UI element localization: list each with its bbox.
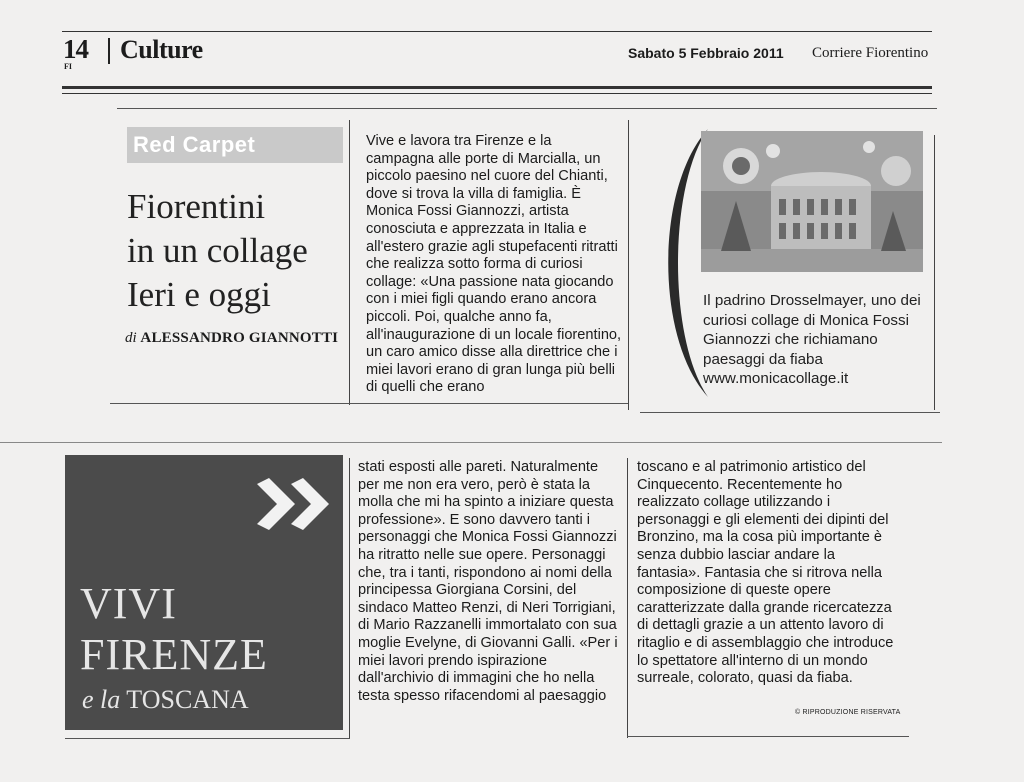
copyright-notice: © RIPRODUZIONE RISERVATA <box>795 709 901 716</box>
column-divider <box>934 135 935 410</box>
byline-author: ALESSANDRO GIANNOTTI <box>140 330 339 346</box>
double-chevron-right-icon <box>255 478 331 538</box>
column-divider <box>627 458 628 738</box>
issue-date: Sabato 5 Febbraio 2011 <box>628 45 784 61</box>
header-top-rule <box>62 31 932 32</box>
headline-line: in un collage <box>127 231 308 270</box>
article-column-3: toscano e al patrimonio artistico del Cinquecento. Recentemente ho realizzato collage utilizzando i personaggi e gli elementi dei dipinti del Bronzino, ma la cosa più importante è senza dubbio lasciar andare la fantasia». Fantasia che si ritrova nella composizione di queste opere caratterizzate dalla grande ricercatezza di dettagli grazie a un attento lavoro di ritaglio e di assemblaggio che introduce lo spettatore all'interno di un mondo surreale, colorato, quasi da fiaba. <box>637 459 894 687</box>
headline <box>127 185 342 317</box>
promo-subtitle <box>82 686 249 714</box>
column-bottom-rule <box>627 736 909 737</box>
newspaper-name: Corriere Fiorentino <box>812 45 929 61</box>
article-top-rule <box>117 108 937 109</box>
page-number: 14 <box>63 34 88 64</box>
header-rule-thin <box>62 93 932 94</box>
article-column-1: Vive e lavora tra Firenze e la campagna alle porte di Marcialla, un piccolo paesino nel cuore del Chianti, dove si trova la villa di famiglia. È Monica Fossi Giannozzi, artista conosciuta e apprezzata in Italia e all'estero grazie agli stupefacenti ritratti che realizza sotto forma di curiosi collage: «Una passione nata giocando con i miei figli quando erano ancora piccoli. Poi, qualche anno fa, all'inaugurazione di un locale fiorentino, un caro amico disse alla direttrice che i miei lavori erano di gran lunga più belli di quelli che erano <box>366 133 622 396</box>
promo-title-line: FIRENZE <box>80 630 268 679</box>
byline-prefix: di <box>125 330 137 346</box>
header-rule <box>62 86 932 89</box>
byline <box>125 330 338 347</box>
headline-line: Fiorentini <box>127 187 266 226</box>
caption-bottom-rule <box>640 412 940 413</box>
column-divider <box>349 120 350 405</box>
article-bottom-rule <box>110 403 628 404</box>
section-divider <box>108 38 110 64</box>
collage-photo <box>701 131 923 272</box>
promo-bottom-rule <box>65 738 350 739</box>
photo-caption: Il padrino Drosselmayer, uno dei curiosi collage di Monica Fossi Giannozzi che richiamano paesaggi da fiaba www.monicacollage.it <box>703 292 921 387</box>
promo-subtitle-italic: e la <box>82 685 121 714</box>
kicker-label: Red Carpet <box>127 127 343 163</box>
edition-code: FI <box>64 62 72 71</box>
article-column-2: stati esposti alle pareti. Naturalmente per me non era vero, però è stata la molla che mi ha spinto a iniziare questa professione». E sono davvero tanti i personaggi che Monica Fossi Giannozzi ha ritratto nelle sue opere. Personaggi che, tra i tanti, rispondono ai nomi della principessa Giorgiana Corsini, del sindaco Matteo Renzi, di Neri Torrigiani, di Mario Razzanelli immortalato con sua moglie Evelyne, di Giovanni Galli. «Per i miei lavori prendo ispirazione dall'archivio di immagini che ho nella testa spesso rifacendomi al paesaggio <box>358 459 618 704</box>
column-divider <box>349 458 350 738</box>
headline-line: Ieri e oggi <box>127 275 271 314</box>
section-title: Culture <box>120 35 203 64</box>
promo-subtitle-text: TOSCANA <box>126 685 249 714</box>
collage-illustration <box>701 131 923 272</box>
column-divider <box>628 120 629 410</box>
fold-line <box>0 442 942 443</box>
promo-title-line: VIVI <box>80 579 177 628</box>
